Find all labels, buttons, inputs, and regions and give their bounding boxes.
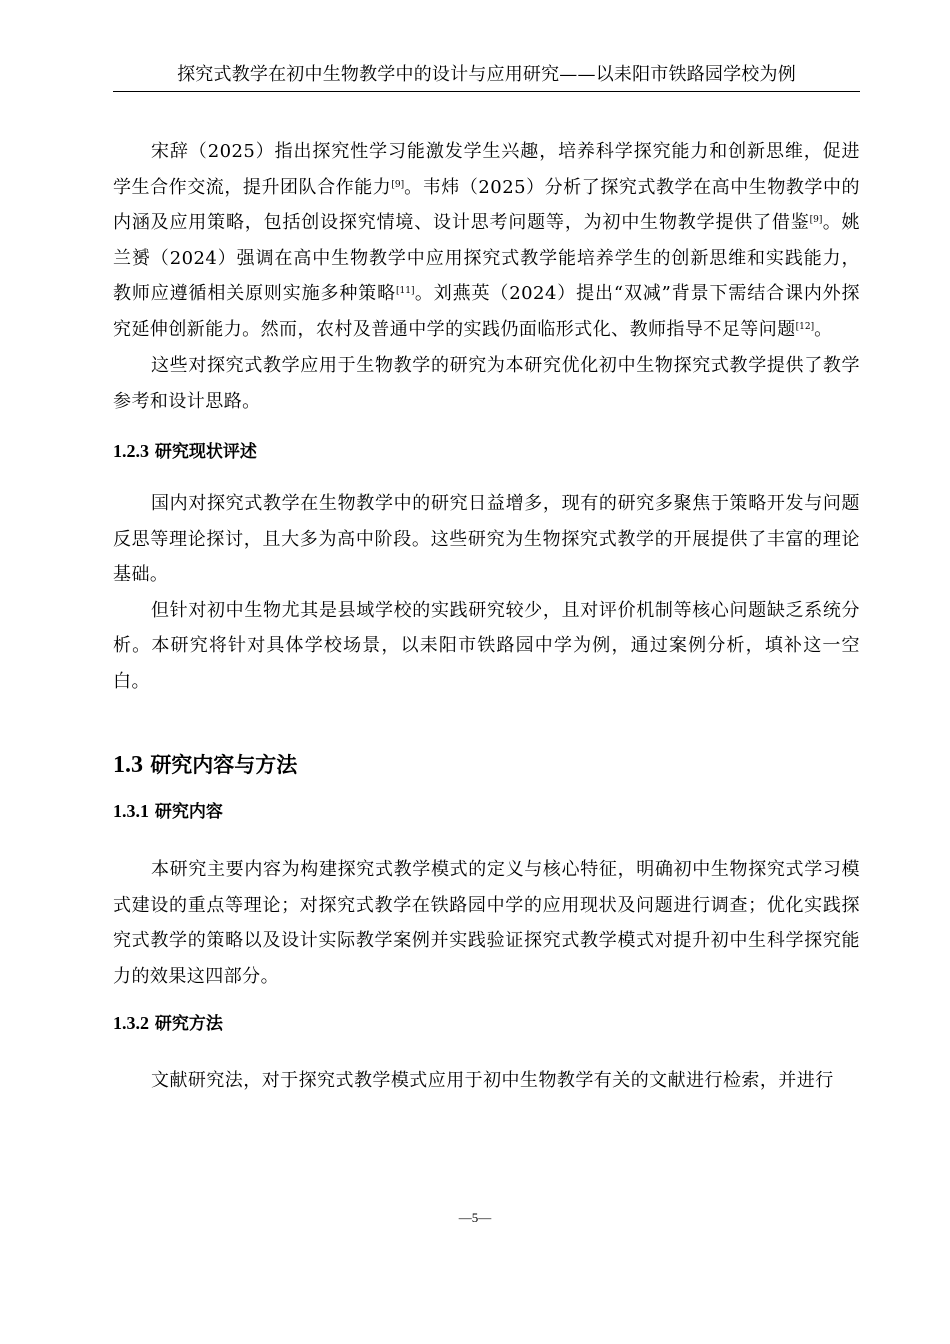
section-heading-1-3-2 — [113, 1010, 860, 1037]
citation-ref: [11] — [396, 286, 415, 296]
section-heading-1-3 — [113, 750, 860, 780]
citation-ref: [9] — [391, 179, 405, 190]
section-title: 研究现状评述 — [154, 442, 257, 462]
paragraph-summary: 这些对探究式教学应用于生物教学的研究为本研究优化初中生物探究式教学提供了教学参考和设计思路。 — [113, 355, 860, 412]
section-number: 1.3.2 — [113, 1013, 149, 1033]
section-title: 研究内容 — [154, 802, 223, 822]
section-number: 1.2.3 — [113, 441, 149, 461]
paragraph-text: 。刘燕英（2024）提出“双减”背景下需结合课内外探究延伸创新能力。然而，农村及普通中学的实践仍面临形式化、教师指导不足等问题 — [113, 283, 861, 340]
page-body — [113, 134, 860, 1099]
paragraph-status-review-1: 国内对探究式教学在生物教学中的研究日益增多，现有的研究多聚焦于策略开发与问题反思等理论探讨，且大多为高中阶段。这些研究为生物探究式教学的开展提供了丰富的理论基础。 — [113, 493, 860, 585]
section-heading-1-3-1 — [113, 798, 860, 825]
page-number: —5— — [458, 1210, 492, 1225]
paragraph-research-content: 本研究主要内容为构建探究式教学模式的定义与核心特征，明确初中生物探究式学习模式建设的重点等理论；对探究式教学在铁路园中学的应用现状及问题进行调查；优化实践探究式教学的策略以及设计实际教学案例并实践验证探究式教学模式对提升初中生科学探究能力的效果这四部分。 — [113, 859, 860, 987]
paragraph-text: 。姚兰赟（2024）强调在高中生物教学中应用探究式教学能培养学生的创新思维和实践能力，教师应遵循相关原则实施多种策略 — [113, 212, 860, 304]
running-header: 探究式教学在初中生物教学中的设计与应用研究——以耒阳市铁路园学校为例 — [177, 64, 796, 85]
section-title: 研究内容与方法 — [150, 753, 298, 777]
header-rule — [113, 91, 860, 92]
citation-ref: [12] — [795, 321, 815, 332]
citation-ref: [9] — [809, 215, 823, 225]
section-heading-1-2-3 — [113, 438, 860, 465]
paragraph-research-methods: 文献研究法，对于探究式教学模式应用于初中生物教学有关的文献进行检索，并进行 — [151, 1070, 834, 1091]
paragraph-text: 。韦炜（2025）分析了探究式教学在高中生物教学中的内涵及应用策略，包括创设探究情境、设计思考问题等，为初中生物教学提供了借鉴 — [113, 176, 860, 233]
paragraph-literature-review — [113, 134, 860, 347]
paragraph-text: 。 — [814, 318, 833, 340]
section-number: 1.3 — [113, 752, 143, 778]
section-title: 研究方法 — [154, 1014, 223, 1034]
section-number: 1.3.1 — [113, 801, 149, 821]
paragraph-text: 宋辞（2025）指出探究性学习能激发学生兴趣，培养科学探究能力和创新思维，促进学生合作交流，提升团队合作能力 — [113, 141, 860, 198]
paragraph-status-review-2: 但针对初中生物尤其是县域学校的实践研究较少，且对评价机制等核心问题缺乏系统分析。本研究将针对具体学校场景，以耒阳市铁路园中学为例，通过案例分析，填补这一空白。 — [113, 599, 860, 692]
